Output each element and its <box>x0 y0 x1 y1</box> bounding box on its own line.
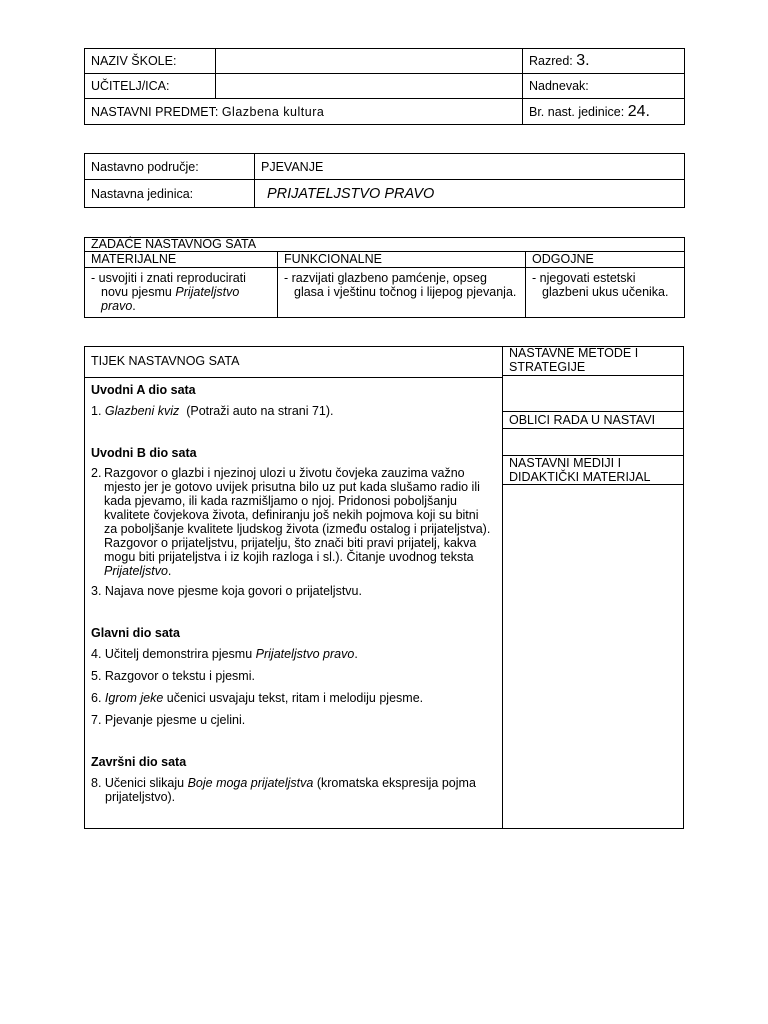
school-label: NAZIV ŠKOLE: <box>85 49 216 74</box>
unit-number-value: 24. <box>627 102 650 120</box>
item-4-text: 4. Učitelj demonstrira pjesmu <box>91 647 256 661</box>
tasks-material-end: . <box>132 299 136 313</box>
date-label <box>523 74 685 99</box>
tasks-col-educational: ODGOJNE <box>526 252 685 268</box>
unit-number-cell <box>523 99 685 125</box>
item-8-italic: Boje moga prijateljstva <box>187 776 314 790</box>
item-4-italic: Prijateljstvo pravo <box>255 647 355 661</box>
tasks-educational-text: - njegovati estetski glazbeni ukus učenika. <box>532 271 669 299</box>
subject-label: NASTAVNI PREDMET: <box>91 104 219 119</box>
unit-title: PRIJATELJSTVO PRAVO <box>255 180 685 208</box>
item-2-end: . <box>167 564 172 578</box>
methods-rule <box>502 375 684 376</box>
tasks-col-material: MATERIJALNE <box>85 252 278 268</box>
unit-number-label: Br. nast. jedinice: <box>529 104 625 119</box>
item-4-end: . <box>354 647 358 661</box>
flow-title: TIJEK NASTAVNOG SATA <box>91 354 240 368</box>
media-rule <box>502 484 684 485</box>
grade-cell <box>523 49 685 74</box>
topic-table <box>84 153 685 208</box>
forms-rule <box>502 428 684 429</box>
tasks-material <box>85 268 278 318</box>
unit-label: Nastavna jedinica: <box>85 180 255 208</box>
flow-content <box>91 383 495 804</box>
item-4 <box>91 647 495 661</box>
item-7: 7. Pjevanje pjesme u cjelini. <box>91 713 246 727</box>
item-6-italic: Igrom jeke <box>104 691 164 705</box>
area-label: Nastavno područje: <box>85 154 255 180</box>
item-8-rest: (kromatska ekspresija pojma prijateljstvo). <box>105 776 476 804</box>
item-2 <box>91 466 495 578</box>
main-title: Glavni dio sata <box>91 626 180 640</box>
tasks-title: ZADAĆE NASTAVNOG SATA <box>85 238 685 252</box>
item-6 <box>91 691 495 705</box>
item-2-num: 2. <box>91 466 102 480</box>
item-3: 3. Najava nove pjesme koja govori o prijateljstvu. <box>91 584 362 598</box>
tasks-table <box>84 237 685 318</box>
teacher-value[interactable] <box>216 74 523 99</box>
tasks-col-functional: FUNKCIONALNE <box>278 252 526 268</box>
header-table <box>84 48 685 125</box>
tasks-material-text: - usvojiti i znati reproducirati novu pjesmu <box>91 271 246 299</box>
tasks-educational <box>526 268 685 318</box>
item-6-text: učenici usvajaju tekst, ritam i melodiju pjesme. <box>166 691 424 705</box>
item-8 <box>91 776 495 804</box>
forms-top-rule <box>502 411 684 412</box>
date-label-text: Nadnevak: <box>529 79 589 93</box>
item-1 <box>91 404 495 418</box>
subject-value: Glazbena kultura <box>221 104 325 119</box>
tasks-material-song: Prijateljstvo pravo <box>101 285 240 313</box>
tasks-functional <box>278 268 526 318</box>
final-title: Završni dio sata <box>91 755 187 769</box>
grade-value: 3. <box>576 52 590 69</box>
area-value: PJEVANJE <box>255 154 685 180</box>
flow-title-rule <box>84 377 503 378</box>
item-1-italic: Glazbeni kviz <box>104 404 180 418</box>
item-2-italic: Prijateljstvo <box>104 564 168 578</box>
methods-heading: NASTAVNE METODE I STRATEGIJE <box>509 346 639 374</box>
forms-heading: OBLICI RADA U NASTAVI <box>509 413 656 427</box>
item-8-text: 8. Učenici slikaju <box>91 776 188 790</box>
school-value[interactable] <box>216 49 523 74</box>
intro-a-title: Uvodni A dio sata <box>91 383 196 397</box>
media-heading: NASTAVNI MEDIJI I DIDAKTIČKI MATERIJAL <box>509 456 651 484</box>
grade-label: Razred: <box>529 54 573 68</box>
teacher-label: UČITELJ/ICA: <box>85 74 216 99</box>
item-6-num: 6. <box>91 691 102 705</box>
subject-cell <box>85 99 523 125</box>
item-1-text: (Potraži auto na strani 71). <box>186 404 334 418</box>
item-2-body <box>104 466 495 578</box>
intro-b-title: Uvodni B dio sata <box>91 446 197 460</box>
item-1-num: 1. <box>91 404 102 418</box>
tasks-functional-text: - razvijati glazbeno pamćenje, opseg glasa i vještinu točnog i lijepog pjevanja. <box>284 271 517 299</box>
item-2-text: Razgovor o glazbi i njezinoj ulozi u životu čovjeka zauzima važno mjesto jer je gotovo uvijek prisutna bilo uz put kada slušamo radio ili kada pjevamo, ili kada razmišljamo o njoj. Pridonosi poboljšanju kvalitete čovjekova života, definiranju još nekih pojmova koji su bitni za poboljšanje kvalitete ljudskog života (između ostalog i prijateljstva). Razgovor o prijateljstvu, prijatelju, što znači biti pravi prijatelj, kakva mogu biti prijateljstva i iz kojih razloga i sl.). Čitanje uvodnog teksta <box>104 466 491 564</box>
flow-divider <box>502 346 503 829</box>
item-5: 5. Razgovor o tekstu i pjesmi. <box>91 669 255 683</box>
